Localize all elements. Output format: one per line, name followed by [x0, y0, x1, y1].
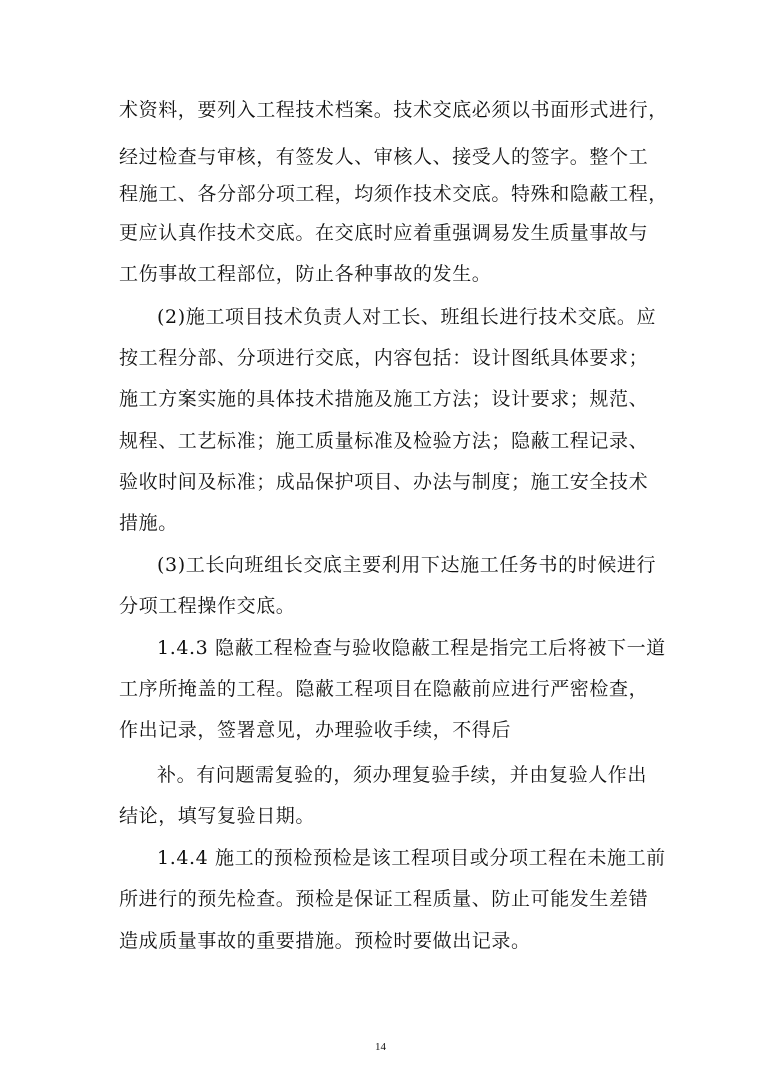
text-line: 补。有问题需复验的，须办理复验手续，并由复验人作出	[157, 764, 648, 786]
text-line: 作出记录，签署意见，办理验收手续，不得后	[119, 719, 512, 741]
text-line: 造成质量事故的重要措施。预检时要做出记录。	[119, 930, 531, 952]
text-line: 程施工、各分部分项工程，均须作技术交底。特殊和隐蔽工程，	[119, 183, 668, 205]
text-line: 工伤事故工程部位，防止各种事故的发生。	[119, 263, 492, 285]
text-line: 施工方案实施的具体技术措施及施工方法；设计要求；规范、	[119, 388, 649, 410]
text-line: 术资料，要列入工程技术档案。技术交底必须以书面形式进行，	[119, 99, 668, 121]
text-line: 分项工程操作交底。	[119, 595, 296, 617]
paragraph-3-first-line: (3)工长向班组长交底主要利用下达施工任务书的时候进行	[157, 554, 657, 576]
text-line: 所进行的预先检查。预检是保证工程质量、防止可能发生差错	[119, 888, 649, 910]
text-line: 按工程分部、分项进行交底，内容包括：设计图纸具体要求；	[119, 347, 649, 369]
text-line: 结论，填写复验日期。	[119, 805, 316, 827]
text-line: 更应认真作技术交底。在交底时应着重强调易发生质量事故与	[119, 222, 649, 244]
page-number: 14	[375, 1041, 386, 1053]
text-line: 经过检查与审核，有签发人、审核人、接受人的签字。整个工	[119, 146, 649, 168]
text-line: 工序所掩盖的工程。隐蔽工程项目在隐蔽前应进行严密检查，	[119, 678, 649, 700]
text-line: 验收时间及标准；成品保护项目、办法与制度；施工安全技术	[119, 471, 649, 493]
text-line: 规程、工艺标准；施工质量标准及检验方法；隐蔽工程记录、	[119, 430, 649, 452]
section-1-4-4-first-line: 1.4.4 施工的预检预检是该工程项目或分项工程在未施工前	[157, 847, 666, 869]
text-line: 措施。	[119, 512, 178, 534]
paragraph-2-first-line: (2)施工项目技术负责人对工长、班组长进行技术交底。应	[157, 306, 657, 328]
section-1-4-3-first-line: 1.4.3 隐蔽工程检查与验收隐蔽工程是指完工后将被下一道	[157, 637, 666, 659]
